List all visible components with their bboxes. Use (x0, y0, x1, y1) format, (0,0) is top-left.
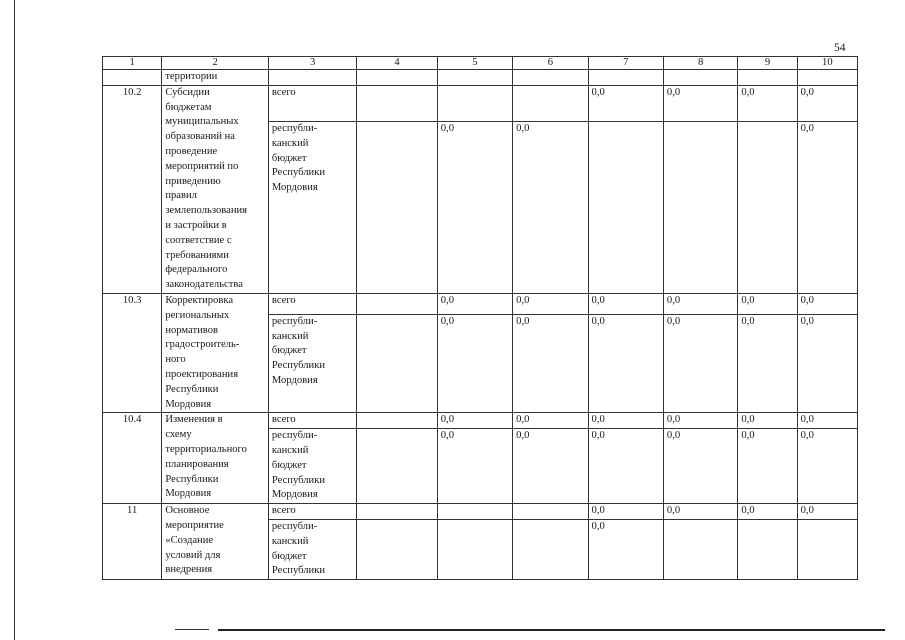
column-header: 5 (437, 57, 512, 70)
value-cell (513, 504, 588, 520)
value-cell (357, 314, 437, 413)
value-cell: 0,0 (797, 85, 857, 121)
value-cell: 0,0 (588, 429, 663, 504)
item-name: Основное мероприятие «Создание условий для внедрения (162, 504, 269, 580)
value-cell: 0,0 (513, 122, 588, 294)
value-cell: 0,0 (738, 293, 797, 314)
item-name: Изменения в схему территориального планирования Республики Мордовия (162, 413, 269, 504)
column-header: 7 (588, 57, 663, 70)
value-cell (513, 85, 588, 121)
funding-source: всего (268, 413, 356, 429)
value-cell: 0,0 (588, 314, 663, 413)
value-cell (513, 519, 588, 579)
value-cell: 0,0 (588, 519, 663, 579)
item-number: 10.3 (103, 293, 162, 412)
funding-source: республи- канский бюджет Республики Мордовия (268, 122, 356, 294)
value-cell: 0,0 (797, 293, 857, 314)
column-header: 1 (103, 57, 162, 70)
value-cell: 0,0 (437, 122, 512, 294)
funding-source: республи- канский бюджет Республики Мордовия (268, 314, 356, 413)
item-number: 10.4 (103, 413, 162, 504)
footer-rule-short (175, 629, 209, 630)
value-cell (357, 429, 437, 504)
value-cell: 0,0 (663, 314, 737, 413)
column-header: 10 (797, 57, 857, 70)
column-header: 8 (663, 57, 737, 70)
value-cell (588, 122, 663, 294)
value-cell (357, 504, 437, 520)
value-cell: 0,0 (437, 429, 512, 504)
value-cell: 0,0 (513, 429, 588, 504)
value-cell: 0,0 (738, 85, 797, 121)
value-cell (357, 85, 437, 121)
funding-source: всего (268, 504, 356, 520)
value-cell: 0,0 (797, 314, 857, 413)
funding-source: республи- канский бюджет Республики Мордовия (268, 429, 356, 504)
value-cell: 0,0 (663, 85, 737, 121)
value-cell (437, 85, 512, 121)
value-cell: 0,0 (588, 85, 663, 121)
budget-table (102, 56, 858, 580)
table-row (103, 293, 858, 314)
item-number: 10.2 (103, 85, 162, 293)
value-cell (663, 122, 737, 294)
value-cell (797, 519, 857, 579)
continuation-text: территории (162, 70, 269, 86)
value-cell: 0,0 (797, 122, 857, 294)
value-cell (357, 122, 437, 294)
column-header: 6 (513, 57, 588, 70)
table-row (103, 85, 858, 121)
continuation-row (103, 70, 858, 86)
column-header: 3 (268, 57, 356, 70)
funding-source: всего (268, 85, 356, 121)
column-header: 2 (162, 57, 269, 70)
value-cell: 0,0 (663, 293, 737, 314)
value-cell: 0,0 (513, 413, 588, 429)
item-number: 11 (103, 504, 162, 580)
value-cell: 0,0 (437, 314, 512, 413)
column-header: 9 (738, 57, 797, 70)
value-cell: 0,0 (437, 293, 512, 314)
value-cell: 0,0 (513, 293, 588, 314)
value-cell: 0,0 (797, 504, 857, 520)
funding-source: республи- канский бюджет Республики (268, 519, 356, 579)
funding-source: всего (268, 293, 356, 314)
table-row (103, 413, 858, 429)
value-cell: 0,0 (588, 413, 663, 429)
value-cell: 0,0 (588, 293, 663, 314)
value-cell: 0,0 (738, 314, 797, 413)
value-cell (357, 519, 437, 579)
column-header: 4 (357, 57, 437, 70)
value-cell: 0,0 (663, 504, 737, 520)
value-cell: 0,0 (513, 314, 588, 413)
value-cell: 0,0 (738, 504, 797, 520)
page-number: 54 (834, 42, 846, 54)
item-name: Субсидии бюджетам муниципальных образований на проведение мероприятий по приведению правил землепользования и застройки в соответствие с требованиями федерального законодательства (162, 85, 269, 293)
value-cell (437, 504, 512, 520)
value-cell (437, 519, 512, 579)
header-row (103, 57, 858, 70)
value-cell (663, 519, 737, 579)
value-cell (738, 122, 797, 294)
value-cell: 0,0 (797, 429, 857, 504)
value-cell: 0,0 (437, 413, 512, 429)
value-cell: 0,0 (663, 429, 737, 504)
value-cell: 0,0 (738, 429, 797, 504)
value-cell (357, 293, 437, 314)
table-row (103, 504, 858, 520)
value-cell: 0,0 (797, 413, 857, 429)
value-cell (738, 519, 797, 579)
value-cell (357, 413, 437, 429)
value-cell: 0,0 (588, 504, 663, 520)
value-cell: 0,0 (738, 413, 797, 429)
value-cell: 0,0 (663, 413, 737, 429)
item-name: Корректировка региональных нормативов градостроитель- ного проектирования Республики Мордовия (162, 293, 269, 412)
left-margin-line (14, 0, 15, 640)
footer-rule (218, 629, 885, 631)
